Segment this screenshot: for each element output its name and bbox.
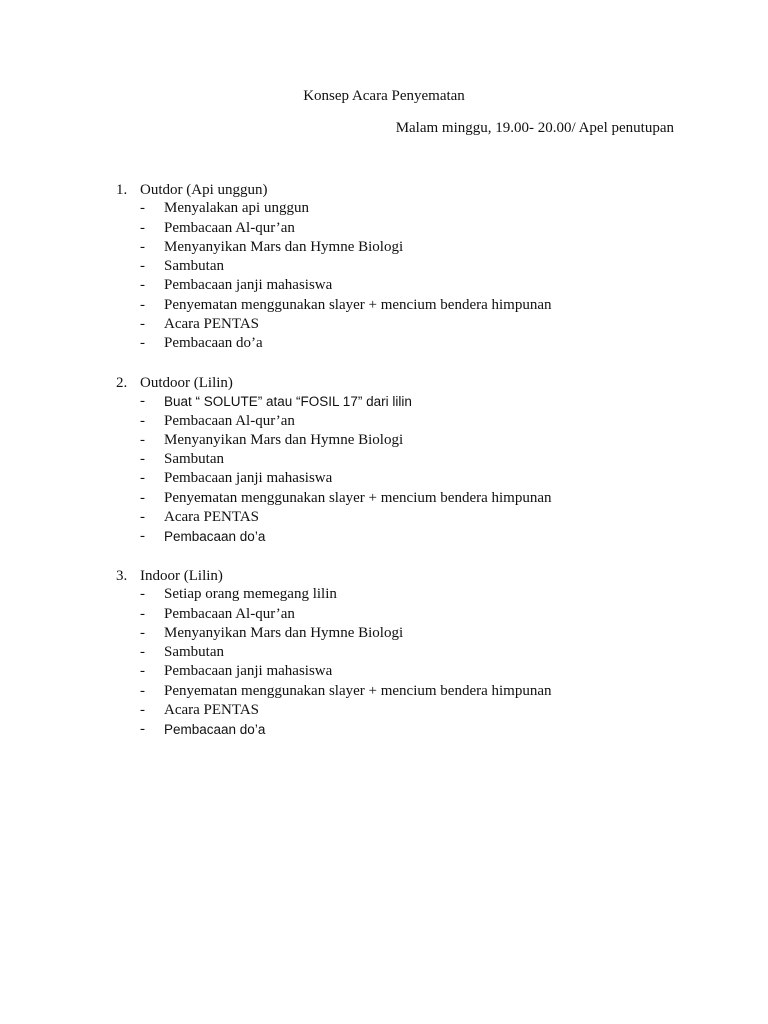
bullet-dash: -	[140, 509, 145, 526]
list-item	[116, 643, 716, 662]
list-item	[116, 296, 716, 315]
list-item-text: Sambutan	[164, 451, 224, 468]
list-item-text: Pembacaan do’a	[164, 335, 263, 352]
bullet-dash: -	[140, 451, 145, 468]
bullet-dash: -	[140, 644, 145, 661]
section-outdor-api-unggun	[116, 180, 716, 354]
list-item	[116, 605, 716, 624]
list-item	[116, 527, 716, 546]
bullet-dash: -	[140, 296, 145, 313]
list-item-text: Menyalakan api unggun	[164, 200, 309, 217]
list-item	[116, 585, 716, 604]
list-item-text: Menyanyikan Mars dan Hymne Biologi	[164, 431, 404, 448]
list-item-text: Setiap orang memegang lilin	[164, 586, 337, 603]
section-outdoor-lilin	[116, 373, 716, 547]
list-item	[116, 412, 716, 431]
section-heading	[116, 373, 716, 392]
list-item-text: Buat “ SOLUTE” atau “FOSIL 17” dari lilin	[164, 394, 412, 410]
section-heading	[116, 566, 716, 585]
bullet-dash: -	[140, 605, 145, 622]
bullet-dash: -	[140, 528, 145, 545]
bullet-dash: -	[140, 316, 145, 333]
list-item-text: Pembacaan Al-qur’an	[164, 605, 295, 622]
list-item-text: Penyematan menggunakan slayer + mencium bendera himpunan	[164, 682, 552, 699]
list-item	[116, 257, 716, 276]
bullet-dash: -	[140, 682, 145, 699]
list-item	[116, 624, 716, 643]
bullet-dash: -	[140, 663, 145, 680]
section-indoor-lilin	[116, 566, 716, 740]
document-title: Konsep Acara Penyematan	[303, 88, 465, 104]
section-number: 1.	[116, 182, 128, 198]
list-item-text: Menyanyikan Mars dan Hymne Biologi	[164, 238, 404, 255]
section-heading	[116, 180, 716, 199]
section-number: 3.	[116, 568, 128, 584]
list-item-text: Pembacaan janji mahasiswa	[164, 470, 333, 487]
list-item-text: Pembacaan janji mahasiswa	[164, 277, 333, 294]
bullet-dash: -	[140, 624, 145, 641]
list-item-text: Acara PENTAS	[164, 702, 260, 719]
list-item-text: Penyematan menggunakan slayer + mencium bendera himpunan	[164, 296, 552, 313]
list-item-text: Sambutan	[164, 258, 224, 275]
section-title: Indoor (Lilin)	[140, 568, 223, 584]
list-item-text: Pembacaan janji mahasiswa	[164, 663, 333, 680]
bullet-dash: -	[140, 489, 145, 506]
bullet-dash: -	[140, 393, 145, 410]
section-title: Outdor (Api unggun)	[140, 182, 268, 198]
list-item-text: Sambutan	[164, 644, 224, 661]
list-item	[116, 450, 716, 469]
bullet-dash: -	[140, 238, 145, 255]
list-item	[116, 682, 716, 701]
bullet-dash: -	[140, 586, 145, 603]
document-subtitle: Malam minggu, 19.00- 20.00/ Apel penutupan	[395, 120, 674, 136]
list-item	[116, 334, 716, 353]
list-item-text: Pembacaan Al-qur’an	[164, 219, 295, 236]
bullet-dash: -	[140, 335, 145, 352]
bullet-dash: -	[140, 219, 145, 236]
list-item-text: Pembacaan do’a	[164, 529, 266, 545]
bullet-dash: -	[140, 470, 145, 487]
list-item	[116, 219, 716, 238]
section-title: Outdoor (Lilin)	[140, 375, 233, 391]
list-item-text: Penyematan menggunakan slayer + mencium bendera himpunan	[164, 489, 552, 506]
list-item	[116, 199, 716, 218]
list-item	[116, 276, 716, 295]
list-item-text: Pembacaan do’a	[164, 722, 266, 738]
list-item	[116, 720, 716, 739]
bullet-dash: -	[140, 412, 145, 429]
list-item	[116, 662, 716, 681]
list-item	[116, 238, 716, 257]
bullet-dash: -	[140, 277, 145, 294]
list-item	[116, 315, 716, 334]
list-item-text: Acara PENTAS	[164, 316, 260, 333]
bullet-dash: -	[140, 721, 145, 738]
list-item-text: Menyanyikan Mars dan Hymne Biologi	[164, 624, 404, 641]
list-item	[116, 469, 716, 488]
list-item-text: Acara PENTAS	[164, 509, 260, 526]
bullet-dash: -	[140, 702, 145, 719]
list-item	[116, 701, 716, 720]
bullet-dash: -	[140, 431, 145, 448]
list-item	[116, 431, 716, 450]
list-item	[116, 508, 716, 527]
list-item-text: Pembacaan Al-qur’an	[164, 412, 295, 429]
list-item	[116, 392, 716, 411]
bullet-dash: -	[140, 258, 145, 275]
bullet-dash: -	[140, 200, 145, 217]
section-number: 2.	[116, 375, 128, 391]
list-item	[116, 489, 716, 508]
